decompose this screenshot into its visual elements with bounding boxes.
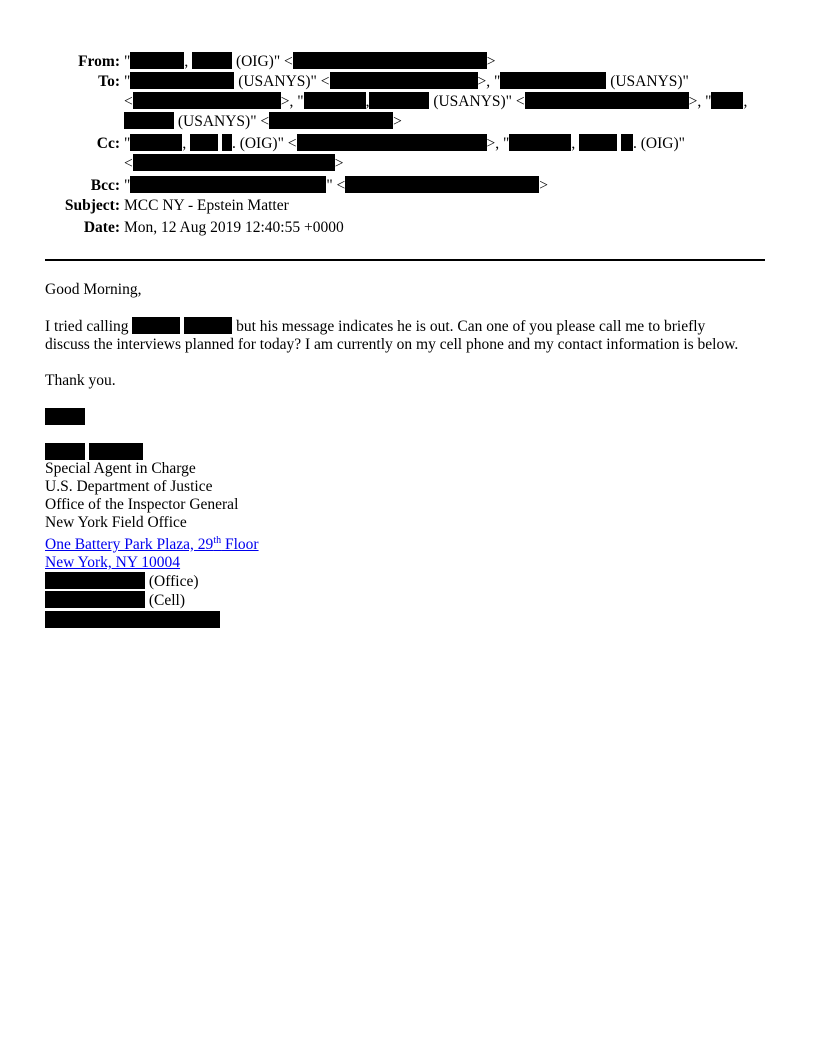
- subject-value: MCC NY - Epstein Matter: [124, 197, 289, 214]
- redaction: [509, 134, 571, 151]
- redaction: [130, 52, 184, 69]
- redaction: [293, 52, 487, 69]
- cell-phone-line: (Cell): [45, 591, 769, 610]
- from-label: From:: [78, 53, 120, 70]
- redaction: [45, 611, 220, 628]
- from-value: " , (OIG)" < >: [124, 53, 496, 70]
- email-body: [45, 281, 769, 628]
- cc-label: Cc:: [96, 135, 120, 152]
- office-phone-line: (Office): [45, 572, 769, 591]
- thanks: Thank you.: [45, 372, 116, 389]
- redaction: [711, 92, 743, 109]
- subject-label: Subject:: [64, 197, 120, 214]
- signature-name-redacted: [45, 443, 769, 460]
- greeting: Good Morning,: [45, 281, 142, 298]
- cc-value: " , . (OIG)" < >, " , . (OIG)" < >: [124, 135, 685, 172]
- redaction: [124, 112, 174, 129]
- date-row: [0, 218, 816, 238]
- signature-org-doj: U.S. Department of Justice: [45, 478, 213, 495]
- from-row: [0, 52, 816, 72]
- address-line-2: [45, 554, 769, 572]
- date-value: Mon, 12 Aug 2019 12:40:55 +0000: [124, 219, 344, 236]
- redaction: [130, 134, 182, 151]
- date-label: Date:: [83, 219, 120, 236]
- email-header: [0, 52, 816, 238]
- redaction: [525, 92, 689, 109]
- address-link-1[interactable]: One Battery Park Plaza, 29th Floor: [45, 535, 259, 553]
- redaction: [190, 134, 218, 151]
- redaction: [345, 176, 539, 193]
- redaction: [184, 317, 232, 334]
- redaction: [45, 443, 85, 460]
- address-link-2[interactable]: New York, NY 10004: [45, 554, 181, 571]
- redaction: [330, 72, 478, 89]
- bcc-label: Bcc:: [90, 177, 120, 194]
- redaction: [130, 72, 234, 89]
- cc-row: [0, 134, 816, 174]
- redaction: [500, 72, 606, 89]
- bcc-row: [0, 176, 816, 196]
- redaction: [45, 572, 145, 589]
- redaction: [297, 134, 487, 151]
- address-line-1: [45, 536, 769, 554]
- signature-org-field-office: New York Field Office: [45, 514, 187, 531]
- redaction: [45, 408, 85, 425]
- redaction: [579, 134, 617, 151]
- subject-row: [0, 196, 816, 216]
- header-divider: [45, 259, 765, 261]
- signature-title: Special Agent in Charge: [45, 460, 196, 477]
- redaction: [192, 52, 232, 69]
- to-label: To:: [98, 73, 120, 90]
- to-row: [0, 72, 816, 132]
- redaction: [269, 112, 393, 129]
- redaction: [130, 176, 326, 193]
- redaction: [132, 317, 180, 334]
- redaction: [89, 443, 143, 460]
- redaction: [133, 92, 281, 109]
- to-value: " (USANYS)" < >, " (USANYS)" < >, " , (USANYS)" < >, " , (USANYS)" < >: [124, 73, 748, 130]
- redaction: [45, 591, 145, 608]
- redaction: [222, 134, 232, 151]
- bcc-value: " " < >: [124, 177, 549, 194]
- redaction: [621, 134, 633, 151]
- redaction: [304, 92, 366, 109]
- message-paragraph: I tried calling but his message indicates he is out. Can one of you please call me to briefly discuss the interviews planned for today? I am currently on my cell phone and my contact information is below.: [45, 318, 739, 353]
- redaction: [369, 92, 429, 109]
- redaction: [133, 154, 335, 171]
- signature-org-oig: Office of the Inspector General: [45, 496, 239, 513]
